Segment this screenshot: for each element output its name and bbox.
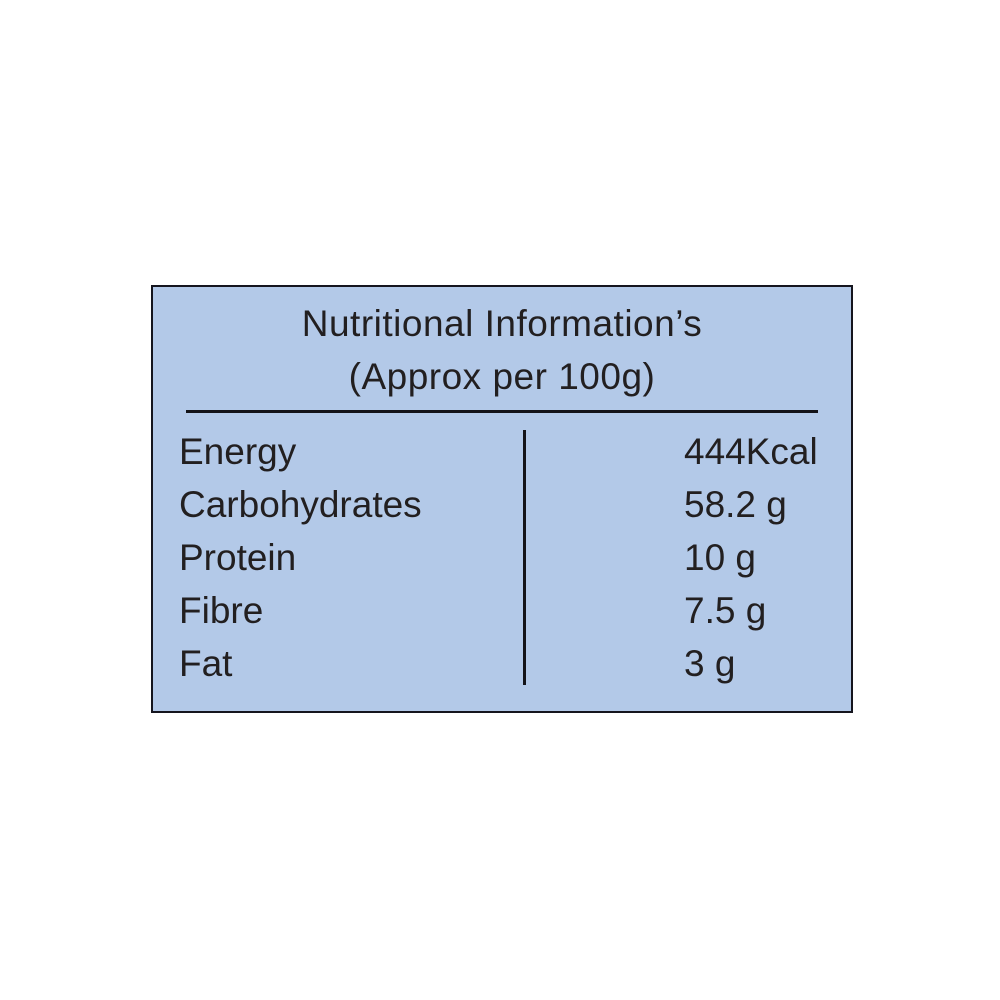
table-row bbox=[153, 478, 851, 531]
nutrition-label-header bbox=[153, 287, 851, 403]
table-row bbox=[153, 637, 851, 690]
nutrient-value: 10 g bbox=[684, 537, 757, 578]
nutrition-title: Nutritional Information’s bbox=[301, 303, 703, 344]
column-divider-line bbox=[523, 430, 526, 685]
nutrient-value: 3 g bbox=[684, 643, 736, 684]
nutrient-value: 7.5 g bbox=[684, 590, 767, 631]
nutrient-value: 444Kcal bbox=[684, 431, 818, 472]
nutrition-subtitle: (Approx per 100g) bbox=[348, 356, 656, 397]
table-row bbox=[153, 584, 851, 637]
nutrient-name: Fibre bbox=[179, 590, 264, 631]
table-row bbox=[153, 425, 851, 478]
nutrient-name: Protein bbox=[179, 537, 297, 578]
nutrition-rows bbox=[153, 425, 851, 690]
table-row bbox=[153, 531, 851, 584]
nutrient-name: Fat bbox=[179, 643, 233, 684]
nutrient-name: Energy bbox=[179, 431, 297, 472]
nutrient-name: Carbohydrates bbox=[179, 484, 422, 525]
nutrition-label-card bbox=[151, 285, 853, 713]
header-divider-line bbox=[186, 410, 818, 413]
nutrient-value: 58.2 g bbox=[684, 484, 787, 525]
